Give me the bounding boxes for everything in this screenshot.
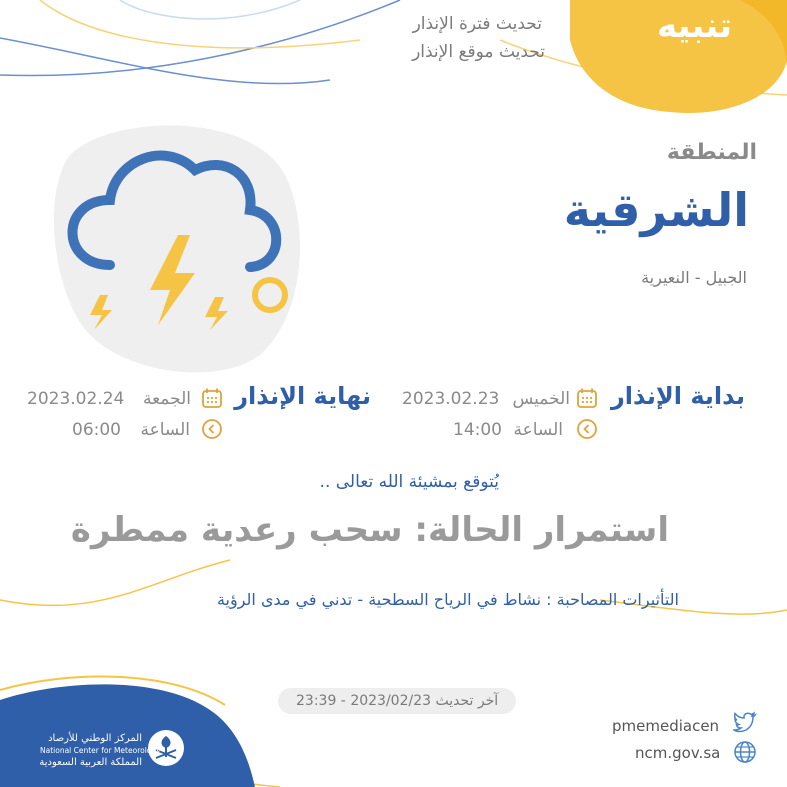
- warning-end-time: 06:00: [72, 420, 121, 440]
- calendar-icon: [576, 387, 598, 409]
- thunderstorm-cloud-icon: [50, 115, 300, 375]
- warning-start-day: الخميس: [512, 389, 570, 409]
- warning-end-time-label: الساعة: [140, 420, 190, 440]
- region-label: المنطقة: [666, 140, 757, 165]
- region-localities: الجبيل - النعيرية: [641, 268, 747, 287]
- warning-end-date: 2023.02.24: [27, 389, 125, 409]
- warning-end-day: الجمعة: [142, 389, 191, 409]
- globe-icon[interactable]: [733, 740, 757, 764]
- alert-badge-label: تنبيه: [656, 6, 732, 46]
- twitter-handle[interactable]: pmemediacen: [612, 717, 720, 735]
- forecast-headline: استمرار الحالة: سحب رعدية ممطرة: [70, 510, 669, 550]
- org-country-ar: المملكة العربية السعودية: [39, 757, 142, 768]
- warning-start-title: بداية الإنذار: [610, 382, 745, 410]
- warning-start-time: 14:00: [453, 420, 502, 440]
- forecast-impacts: التأثيرات المصاحبة : نشاط في الرياح السطحية - تدني في مدى الرؤية: [216, 590, 679, 609]
- website-link[interactable]: ncm.gov.sa: [635, 744, 721, 762]
- clock-chevron-icon: [576, 418, 598, 440]
- forecast-intro: يُتوقع بمشيئة الله تعالى ..: [319, 472, 499, 492]
- warning-start-date: 2023.02.23: [402, 389, 500, 409]
- calendar-icon: [201, 387, 223, 409]
- last-update-badge: آخر تحديث 2023/02/23 - 23:39: [278, 688, 516, 714]
- twitter-icon[interactable]: [733, 711, 757, 733]
- update-location-link[interactable]: تحديث موقع الإنذار: [412, 42, 545, 62]
- region-name: الشرقية: [563, 183, 749, 237]
- warning-start-time-label: الساعة: [513, 420, 563, 440]
- update-period-link[interactable]: تحديث فترة الإنذار: [412, 14, 542, 34]
- warning-end-title: نهاية الإنذار: [234, 382, 371, 410]
- clock-chevron-icon: [201, 418, 223, 440]
- org-name-en: National Center for Meteorology: [40, 746, 161, 755]
- org-name-ar: المركز الوطني للأرصاد: [48, 733, 142, 744]
